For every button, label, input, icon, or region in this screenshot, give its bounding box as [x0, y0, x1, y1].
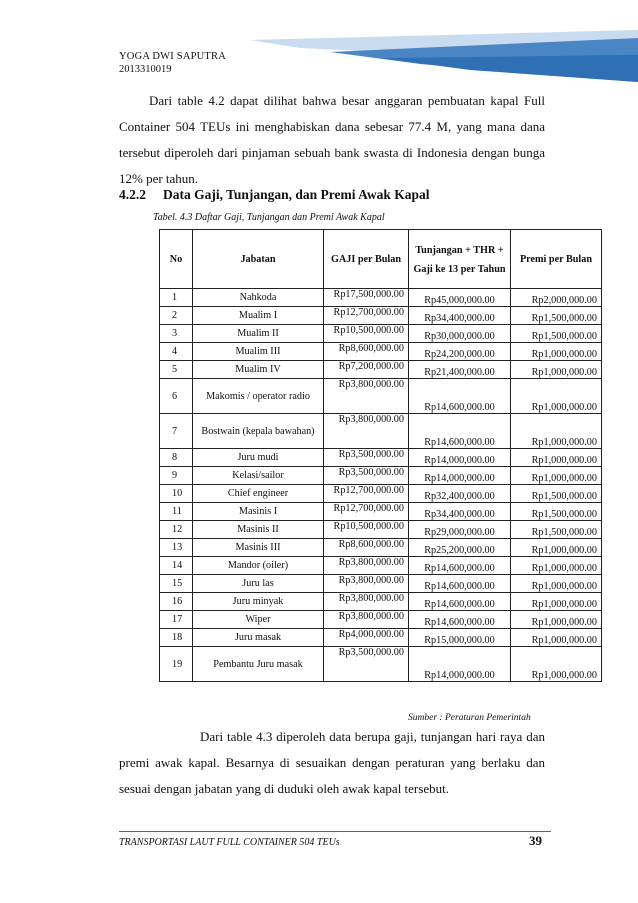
cell-jabatan: Masinis I [193, 503, 324, 521]
cell-no: 2 [160, 307, 193, 325]
cell-jabatan: Wiper [193, 611, 324, 629]
cell-no: 4 [160, 343, 193, 361]
cell-gaji: Rp3,800,000.00 [324, 611, 409, 629]
cell-gaji: Rp17,500,000.00 [324, 289, 409, 307]
cell-thr: Rp15,000,000.00 [409, 629, 511, 647]
cell-thr: Rp24,200,000.00 [409, 343, 511, 361]
cell-premi: Rp1,000,000.00 [511, 539, 602, 557]
cell-premi: Rp1,500,000.00 [511, 485, 602, 503]
cell-jabatan: Kelasi/sailor [193, 467, 324, 485]
table-row [160, 503, 602, 521]
cell-gaji: Rp3,800,000.00 [324, 557, 409, 575]
cell-jabatan: Mualim I [193, 307, 324, 325]
table-row [160, 343, 602, 361]
cell-premi: Rp1,000,000.00 [511, 611, 602, 629]
cell-no: 10 [160, 485, 193, 503]
cell-thr: Rp14,600,000.00 [409, 414, 511, 449]
cell-gaji: Rp10,500,000.00 [324, 521, 409, 539]
header-thr: Tunjangan + THR + Gaji ke 13 per Tahun [409, 230, 511, 289]
cell-thr: Rp29,000,000.00 [409, 521, 511, 539]
section-heading [119, 187, 430, 203]
cell-premi: Rp1,500,000.00 [511, 521, 602, 539]
cell-premi: Rp1,500,000.00 [511, 325, 602, 343]
cell-thr: Rp14,000,000.00 [409, 467, 511, 485]
cell-gaji: Rp3,800,000.00 [324, 575, 409, 593]
cell-gaji: Rp3,800,000.00 [324, 379, 409, 414]
cell-jabatan: Pembantu Juru masak [193, 647, 324, 682]
cell-no: 16 [160, 593, 193, 611]
cell-gaji: Rp8,600,000.00 [324, 539, 409, 557]
header-banner [0, 0, 638, 82]
table-row [160, 521, 602, 539]
cell-thr: Rp14,600,000.00 [409, 557, 511, 575]
cell-jabatan: Mualim III [193, 343, 324, 361]
table-row [160, 289, 602, 307]
cell-premi: Rp1,000,000.00 [511, 414, 602, 449]
table-row [160, 557, 602, 575]
cell-no: 13 [160, 539, 193, 557]
cell-gaji: Rp7,200,000.00 [324, 361, 409, 379]
cell-jabatan: Makomis / operator radio [193, 379, 324, 414]
cell-jabatan: Masinis II [193, 521, 324, 539]
cell-premi: Rp1,000,000.00 [511, 575, 602, 593]
cell-jabatan: Chief engineer [193, 485, 324, 503]
cell-jabatan: Masinis III [193, 539, 324, 557]
cell-jabatan: Mandor (oiler) [193, 557, 324, 575]
cell-gaji: Rp3,800,000.00 [324, 414, 409, 449]
cell-thr: Rp45,000,000.00 [409, 289, 511, 307]
table-row [160, 539, 602, 557]
cell-thr: Rp32,400,000.00 [409, 485, 511, 503]
table-row [160, 575, 602, 593]
cell-jabatan: Juru las [193, 575, 324, 593]
cell-no: 6 [160, 379, 193, 414]
cell-no: 18 [160, 629, 193, 647]
cell-premi: Rp1,000,000.00 [511, 361, 602, 379]
table-source: Sumber : Peraturan Pemerintah [408, 713, 531, 723]
table-header-row [160, 230, 602, 289]
cell-premi: Rp1,000,000.00 [511, 647, 602, 682]
cell-no: 5 [160, 361, 193, 379]
footer-divider [119, 831, 551, 832]
cell-jabatan: Juru masak [193, 629, 324, 647]
section-number: 4.2.2 [119, 187, 146, 202]
table-row [160, 485, 602, 503]
page-number: 39 [529, 833, 542, 848]
table-row [160, 593, 602, 611]
cell-thr: Rp14,600,000.00 [409, 575, 511, 593]
cell-gaji: Rp3,500,000.00 [324, 647, 409, 682]
cell-gaji: Rp8,600,000.00 [324, 343, 409, 361]
intro-paragraph: Dari table 4.2 dapat dilihat bahwa besar anggaran pembuatan kapal Full Container 504 TEUs ini menghabiskan dana sebesar 77.4 M, yang mana dana tersebut diperoleh dari pinjaman sebuah bank swasta di Indonesia dengan bunga 12% per tahun. [119, 93, 545, 186]
table-row [160, 361, 602, 379]
cell-premi: Rp1,000,000.00 [511, 467, 602, 485]
cell-no: 8 [160, 449, 193, 467]
cell-premi: Rp1,000,000.00 [511, 449, 602, 467]
table-row [160, 325, 602, 343]
cell-thr: Rp14,600,000.00 [409, 611, 511, 629]
cell-premi: Rp1,000,000.00 [511, 557, 602, 575]
section-title: Data Gaji, Tunjangan, dan Premi Awak Kapal [163, 187, 430, 202]
cell-jabatan: Nahkoda [193, 289, 324, 307]
cell-no: 9 [160, 467, 193, 485]
cell-premi: Rp1,000,000.00 [511, 343, 602, 361]
cell-jabatan: Mualim II [193, 325, 324, 343]
cell-thr: Rp30,000,000.00 [409, 325, 511, 343]
cell-premi: Rp1,500,000.00 [511, 503, 602, 521]
table-row [160, 629, 602, 647]
cell-no: 12 [160, 521, 193, 539]
header-jabatan: Jabatan [193, 230, 324, 289]
cell-thr: Rp25,200,000.00 [409, 539, 511, 557]
cell-gaji: Rp3,800,000.00 [324, 593, 409, 611]
footer-title: TRANSPORTASI LAUT FULL CONTAINER 504 TEUs [119, 837, 340, 848]
cell-gaji: Rp12,700,000.00 [324, 485, 409, 503]
cell-thr: Rp21,400,000.00 [409, 361, 511, 379]
cell-thr: Rp14,000,000.00 [409, 647, 511, 682]
cell-gaji: Rp10,500,000.00 [324, 325, 409, 343]
cell-premi: Rp1,000,000.00 [511, 629, 602, 647]
cell-thr: Rp34,400,000.00 [409, 307, 511, 325]
header-gaji: GAJI per Bulan [324, 230, 409, 289]
cell-thr: Rp14,600,000.00 [409, 379, 511, 414]
table-row [160, 414, 602, 449]
cell-thr: Rp34,400,000.00 [409, 503, 511, 521]
cell-no: 1 [160, 289, 193, 307]
cell-no: 19 [160, 647, 193, 682]
student-id: 2013310019 [119, 64, 172, 75]
cell-gaji: Rp12,700,000.00 [324, 307, 409, 325]
cell-gaji: Rp4,000,000.00 [324, 629, 409, 647]
cell-premi: Rp1,500,000.00 [511, 307, 602, 325]
author-name: YOGA DWI SAPUTRA [119, 51, 227, 62]
cell-jabatan: Juru minyak [193, 593, 324, 611]
header-no: No [160, 230, 193, 289]
salary-table [159, 229, 602, 682]
conclusion-lead: Dari table 4.3 diperoleh data berupa gaji, tunjangan hari raya dan [200, 729, 545, 744]
table-row [160, 307, 602, 325]
table-row [160, 449, 602, 467]
cell-no: 3 [160, 325, 193, 343]
cell-premi: Rp1,000,000.00 [511, 593, 602, 611]
cell-premi: Rp1,000,000.00 [511, 379, 602, 414]
cell-gaji: Rp3,500,000.00 [324, 467, 409, 485]
cell-premi: Rp2,000,000.00 [511, 289, 602, 307]
table-row [160, 467, 602, 485]
conclusion-paragraph [119, 724, 545, 802]
table-body [160, 289, 602, 682]
header-premi: Premi per Bulan [511, 230, 602, 289]
cell-thr: Rp14,000,000.00 [409, 449, 511, 467]
cell-no: 11 [160, 503, 193, 521]
cell-no: 14 [160, 557, 193, 575]
cell-jabatan: Mualim IV [193, 361, 324, 379]
table-row [160, 611, 602, 629]
table-row [160, 647, 602, 682]
cell-jabatan: Juru mudi [193, 449, 324, 467]
conclusion-rest: premi awak kapal. Besarnya di sesuaikan dengan peraturan yang berlaku dan sesuai dengan jabatan yang di duduki oleh awak kapal tersebut. [119, 755, 545, 796]
cell-gaji: Rp12,700,000.00 [324, 503, 409, 521]
cell-no: 17 [160, 611, 193, 629]
cell-no: 7 [160, 414, 193, 449]
cell-jabatan: Bostwain (kepala bawahan) [193, 414, 324, 449]
table-caption: Tabel. 4.3 Daftar Gaji, Tunjangan dan Premi Awak Kapal [153, 212, 385, 223]
cell-gaji: Rp3,500,000.00 [324, 449, 409, 467]
cell-thr: Rp14,600,000.00 [409, 593, 511, 611]
table-row [160, 379, 602, 414]
cell-no: 15 [160, 575, 193, 593]
